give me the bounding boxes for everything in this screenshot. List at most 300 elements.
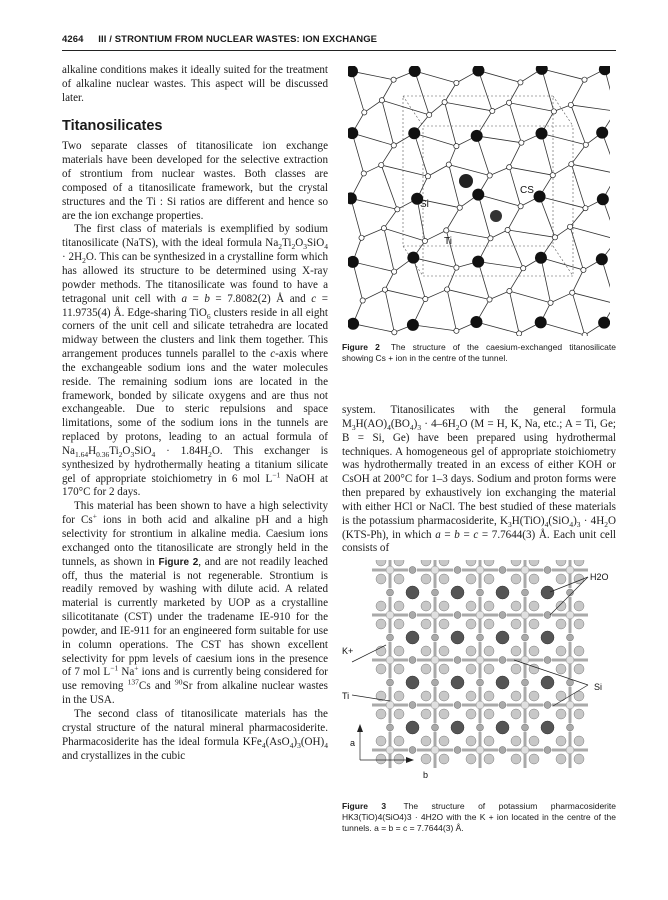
oxygen-atom xyxy=(379,98,384,103)
oxygen-atom xyxy=(444,228,449,233)
network-bond xyxy=(541,322,585,335)
network-bond xyxy=(352,71,394,79)
ti-atom xyxy=(556,601,566,611)
ti-atom xyxy=(574,664,584,674)
network-bond xyxy=(509,167,553,175)
network-bond xyxy=(385,290,394,333)
figure-3-label-h2o: H2O xyxy=(590,572,609,582)
k-ion xyxy=(451,676,464,689)
page-number: 4264 xyxy=(62,34,84,45)
k-ion xyxy=(541,721,554,734)
oxygen-atom xyxy=(568,102,573,107)
network-bond xyxy=(571,105,610,111)
network-bond xyxy=(381,145,394,165)
ti-atom xyxy=(574,736,584,746)
formula-actual: $_{1.64}H_{0.36}Ti_2O_3SiO_4 \cdot 1.84H_2O$. xyxy=(74,444,223,460)
network-bond xyxy=(572,270,583,293)
network-bond xyxy=(509,291,550,303)
ti-atom xyxy=(348,192,357,204)
si-atom xyxy=(454,702,461,709)
network-bond xyxy=(382,100,429,115)
network-bond xyxy=(447,268,456,290)
ti-atom xyxy=(421,691,431,701)
figure-2-caption xyxy=(342,342,616,364)
ti-atom xyxy=(535,316,547,328)
si-atom xyxy=(454,747,461,754)
oxygen-atom xyxy=(506,100,511,105)
ti-atom xyxy=(574,646,584,656)
ti-atom xyxy=(439,754,449,764)
network-bond xyxy=(446,230,490,238)
ti-atom xyxy=(439,709,449,719)
oxygen-atom xyxy=(521,746,529,754)
ti-atom xyxy=(466,646,476,656)
oxygen-atom xyxy=(446,162,451,167)
oxygen-atom xyxy=(457,205,462,210)
oxygen-atom xyxy=(423,296,428,301)
network-bond xyxy=(542,134,553,176)
oxygen-atom xyxy=(386,701,394,709)
network-bond xyxy=(509,268,523,291)
ti-atom xyxy=(511,736,521,746)
ti-atom xyxy=(598,317,610,329)
network-bond xyxy=(429,102,444,115)
figure-2-label-cs: CS xyxy=(520,185,534,196)
k-ion xyxy=(451,586,464,599)
network-bond xyxy=(509,167,520,206)
network-bond xyxy=(381,165,428,176)
ti-atom xyxy=(556,736,566,746)
si-atom xyxy=(477,724,484,731)
figure-2-label-ti: Ti xyxy=(444,236,452,247)
si-atom xyxy=(567,724,574,731)
ti-atom xyxy=(535,252,547,264)
unit-cell-outline xyxy=(423,126,573,276)
oxygen-atom xyxy=(476,566,484,574)
header-rule xyxy=(62,50,616,51)
network-bond xyxy=(490,291,510,299)
network-bond xyxy=(351,198,397,209)
ti-atom xyxy=(407,319,419,331)
ti-atom xyxy=(529,619,539,629)
ti-atom xyxy=(394,736,404,746)
network-bond xyxy=(508,206,521,230)
figure-3-label-si: Si xyxy=(594,682,603,692)
ti-atom xyxy=(484,664,494,674)
si-atom xyxy=(477,679,484,686)
ti-atom xyxy=(466,560,476,566)
ti-atom xyxy=(376,736,386,746)
k-ion xyxy=(406,721,419,734)
si-atom xyxy=(477,634,484,641)
oxygen-atom xyxy=(395,207,400,212)
si-atom xyxy=(522,724,529,731)
figure-3-label-ti: Ti xyxy=(342,691,350,701)
ti-atom xyxy=(597,193,609,205)
ti-atom xyxy=(574,709,584,719)
oxygen-atom xyxy=(517,331,522,336)
network-bond xyxy=(449,165,460,208)
network-bond xyxy=(602,133,610,174)
ti-atom xyxy=(599,66,610,75)
oxygen-atom xyxy=(582,332,587,336)
network-bond xyxy=(382,80,394,101)
network-bond xyxy=(509,82,520,102)
network-bond xyxy=(415,71,457,83)
oxygen-atom xyxy=(476,611,484,619)
k-ion xyxy=(496,586,509,599)
si-atom xyxy=(454,567,461,574)
ti-atom xyxy=(556,619,566,629)
ti-atom xyxy=(421,574,431,584)
ti-atom xyxy=(439,560,449,566)
network-bond xyxy=(478,195,520,207)
oxygen-atom xyxy=(431,611,439,619)
ti-atom xyxy=(529,574,539,584)
network-bond xyxy=(445,102,457,146)
oxygen-atom xyxy=(425,174,430,179)
ti-atom xyxy=(574,601,584,611)
oxygen-atom xyxy=(581,267,586,272)
ti-atom xyxy=(439,574,449,584)
k-ion xyxy=(541,631,554,644)
si-atom xyxy=(544,747,551,754)
running-title: III / STRONTIUM FROM NUCLEAR WASTES: ION EXCHANGE xyxy=(98,34,378,45)
si-atom xyxy=(544,612,551,619)
network-bond xyxy=(353,324,394,333)
network-bond xyxy=(381,165,397,209)
network-bond xyxy=(445,102,493,111)
ti-atom xyxy=(394,619,404,629)
paragraph-2: The first class of materials is exemplified by sodium titanosilicate (NaTS), with the ideal formula $Na_2Ti_2O_3SiO_4 \cdot 2H_2O$. This can be synthesized in a crystalline form which has allowed its structure to be determined using X-ray powder methods. The titanosilicate was found to have a tetragonal unit cell with a = b = 7.8082(2) Å and c = 11.9735(4) Å. Edge-sharing TiO$_6$ clusters reside in all eight corners of the unit cell and silicate tetrahedra are located midway between the clusters and link them together. This arrangement produces tunnels parallel to the c-axis where the exchangeable sodium ions and the water molecules reside. The remaining sodium ions are located in the framework, bonded by silicate oxygens and are thus not exchangeable. Due to steric repulsions and space limitations, some of the sodium ions in the tunnels are replaced by protons, leading to an actual formula of $Na_{1.64}H_{0.36}Ti_2O_3SiO_4 \cdot 1.84H_2O$. This exchanger is synthesized by hydrothermally heating a titanium silicate gel of appropriate stoichiometry in 6 mol $L^{-1}$ NaOH at 170°C for 2 days. xyxy=(62,223,329,499)
ti-atom xyxy=(529,709,539,719)
network-bond xyxy=(571,80,585,105)
oxygen-atom xyxy=(507,288,512,293)
oxygen-atom xyxy=(519,140,524,145)
ti-atom xyxy=(511,691,521,701)
si-atom xyxy=(522,679,529,686)
si-atom xyxy=(387,679,394,686)
oxygen-atom xyxy=(359,235,364,240)
network-bond xyxy=(352,133,394,145)
ti-atom xyxy=(484,691,494,701)
ti-atom xyxy=(536,66,548,75)
ti-atom xyxy=(394,601,404,611)
network-bond xyxy=(352,71,364,112)
ti-atom xyxy=(421,601,431,611)
ti-atom xyxy=(376,601,386,611)
ti-atom xyxy=(529,691,539,701)
oxygen-atom xyxy=(551,109,556,114)
ti-atom xyxy=(574,754,584,764)
network-bond xyxy=(477,136,490,176)
ti-atom xyxy=(471,130,483,142)
oxygen-atom xyxy=(566,566,574,574)
ti-atom xyxy=(394,709,404,719)
ti-atom xyxy=(472,66,484,77)
si-atom xyxy=(544,567,551,574)
network-bond xyxy=(571,164,585,208)
oxygen-atom xyxy=(552,235,557,240)
network-bond xyxy=(414,133,428,176)
ti-atom xyxy=(394,664,404,674)
figure-2-caption-label: Figure 2 xyxy=(342,342,380,352)
oxygen-atom xyxy=(431,746,439,754)
si-atom xyxy=(522,589,529,596)
network-bond xyxy=(447,289,456,330)
si-atom xyxy=(454,657,461,664)
oxygen-atom xyxy=(442,100,447,105)
network-bond xyxy=(382,100,394,145)
figure-2-caption-text: The structure of the caesium-exchanged titanosilicate showing Cs + ion in the centre of the tunnel. xyxy=(342,342,617,363)
si-atom xyxy=(432,634,439,641)
network-bond xyxy=(570,208,585,227)
ti-atom xyxy=(421,709,431,719)
network-bond xyxy=(476,322,519,333)
network-bond xyxy=(447,289,489,299)
oxygen-atom xyxy=(431,701,439,709)
oxygen-atom xyxy=(521,266,526,271)
ti-atom xyxy=(421,619,431,629)
ti-atom xyxy=(484,709,494,719)
section-heading: Titanosilicates xyxy=(62,117,163,134)
network-bond xyxy=(415,71,429,115)
ti-atom xyxy=(529,601,539,611)
oxygen-atom xyxy=(476,701,484,709)
ti-atom xyxy=(511,601,521,611)
left-column xyxy=(62,64,328,763)
network-bond xyxy=(446,208,459,231)
oxygen-atom xyxy=(583,142,588,147)
oxygen-atom xyxy=(566,611,574,619)
oxygen-atom xyxy=(454,144,459,149)
ti-atom xyxy=(466,574,476,584)
ti-atom xyxy=(596,127,608,139)
oxygen-atom xyxy=(476,656,484,664)
network-bond xyxy=(509,291,519,333)
figure-3-caption xyxy=(342,801,616,834)
oxygen-atom xyxy=(392,330,397,335)
paragraph-4: The second class of titanosilicate materials has the crystal structure of the natural mineral pharmacosiderite. Pharmacosiderite has the ideal formula $KFe_4(AsO_4)_3(OH)_4$ and crystallizes in the cubic xyxy=(62,707,328,762)
ti-atom xyxy=(439,664,449,674)
oxygen-atom xyxy=(568,224,573,229)
network-bond xyxy=(570,227,610,240)
ti-atom xyxy=(466,736,476,746)
ti-atom xyxy=(511,664,521,674)
k-ion xyxy=(496,676,509,689)
ti-atom xyxy=(556,709,566,719)
ti-atom xyxy=(348,66,358,77)
ti-atom xyxy=(394,691,404,701)
oxygen-atom xyxy=(582,77,587,82)
figure-3-caption-text: The structure of potassium pharmacosiderite HK3(TiO)4(SiO4)3 · 4H2O with the K + ion located in the centre of the tunnels. a = b = c = 7.7644(3) Å. xyxy=(342,801,616,833)
ti-atom xyxy=(484,754,494,764)
oxygen-atom xyxy=(454,265,459,270)
paragraph-3: This material has been shown to have a high selectivity for Cs+ ions in both acid and alkaline pH and a high selectivity for strontium in alkaline media. Caesium ions exchanged onto the titanosilicate are strongly held in the tunnels, as shown in Figure 2, and are not readily leached off, thus the material is not regenerable. Strontium is readily removed by washing with dilute acid. A related material is currently marketed by UOP as a crystalline silicotitanate (CST) under the tradename IE-910 for the powder, and IE-911 for an engineered form suitable for use in column operations. The CST has shown excellent selectivity for ppm levels of caesium ions in the presence of 7 mol $L^{-1}$ Na+ ions and is currently being considered for use removing $^{137}$Cs and $^{90}$Sr from alkaline nuclear wastes in the USA. xyxy=(62,500,329,707)
network-bond xyxy=(478,195,490,239)
network-bond xyxy=(449,146,457,164)
network-bond xyxy=(478,71,492,111)
network-bond xyxy=(542,69,585,80)
si-atom xyxy=(499,612,506,619)
ti-atom xyxy=(484,646,494,656)
ti-atom xyxy=(394,754,404,764)
ti-atom xyxy=(421,664,431,674)
network-bond xyxy=(542,134,586,145)
figure-3-image xyxy=(338,560,616,796)
network-bond xyxy=(353,262,394,272)
ti-atom xyxy=(511,574,521,584)
figure-3-caption-label: Figure 3 xyxy=(342,801,387,811)
k-ion xyxy=(451,721,464,734)
ti-atom xyxy=(466,691,476,701)
oxygen-atom xyxy=(386,566,394,574)
network-bond xyxy=(428,165,449,177)
k-ion xyxy=(541,676,554,689)
network-bond xyxy=(540,196,555,237)
ti-atom xyxy=(556,754,566,764)
si-atom xyxy=(432,679,439,686)
network-bond xyxy=(362,228,384,238)
oxygen-atom xyxy=(566,656,574,664)
si-atom xyxy=(409,702,416,709)
si-atom xyxy=(387,724,394,731)
si-atom xyxy=(409,612,416,619)
ti-atom xyxy=(348,318,359,330)
ti-atom xyxy=(470,316,482,328)
network-bond xyxy=(477,136,522,143)
oxygen-atom xyxy=(445,287,450,292)
network-bond xyxy=(385,290,425,299)
si-atom xyxy=(409,567,416,574)
ti-atom xyxy=(466,709,476,719)
network-bond xyxy=(508,230,524,268)
network-bond xyxy=(413,325,457,331)
k-ion xyxy=(541,586,554,599)
k-ion xyxy=(451,631,464,644)
oxygen-atom xyxy=(454,80,459,85)
oxygen-atom xyxy=(566,701,574,709)
formula-ideal: $_2Ti_2O_3SiO_4 \cdot 2H_2O$. xyxy=(62,237,328,266)
ti-atom xyxy=(472,189,484,201)
cs-ion xyxy=(459,174,473,188)
ti-atom xyxy=(376,619,386,629)
oxygen-atom xyxy=(454,328,459,333)
ti-atom xyxy=(529,560,539,566)
ti-atom xyxy=(439,736,449,746)
ti-atom xyxy=(421,754,431,764)
network-bond xyxy=(445,83,457,102)
oxygen-atom xyxy=(518,80,523,85)
oxygen-atom xyxy=(476,746,484,754)
oxygen-atom xyxy=(488,236,493,241)
ti-atom xyxy=(529,736,539,746)
ti-atom xyxy=(534,190,546,202)
si-atom xyxy=(387,634,394,641)
oxygen-atom xyxy=(487,173,492,178)
network-bond xyxy=(602,259,610,303)
network-bond xyxy=(553,164,572,175)
k-ion xyxy=(496,721,509,734)
figure-3-label-k: K+ xyxy=(342,646,354,656)
ti-atom xyxy=(484,736,494,746)
network-bond xyxy=(540,196,586,208)
ti-atom xyxy=(376,709,386,719)
ti-atom xyxy=(556,560,566,566)
si-atom xyxy=(499,567,506,574)
network-bond xyxy=(414,133,456,146)
oxygen-atom xyxy=(392,269,397,274)
ti-atom xyxy=(466,601,476,611)
ti-atom xyxy=(484,601,494,611)
ti-atom xyxy=(348,127,358,139)
oxygen-atom xyxy=(566,746,574,754)
network-bond xyxy=(509,103,521,143)
ti-atom xyxy=(439,619,449,629)
ti-atom xyxy=(348,256,359,268)
oxygen-atom xyxy=(361,171,366,176)
network-bond xyxy=(571,164,610,173)
si-atom xyxy=(544,702,551,709)
network-bond xyxy=(490,167,510,175)
unit-cell-edge xyxy=(553,246,573,276)
si-atom xyxy=(522,634,529,641)
k-ion xyxy=(406,586,419,599)
ti-atom xyxy=(596,253,608,265)
oxygen-atom xyxy=(386,611,394,619)
network-bond xyxy=(605,69,610,111)
ti-atom xyxy=(394,574,404,584)
network-bond xyxy=(413,258,456,268)
oxygen-atom xyxy=(521,566,529,574)
ti-atom xyxy=(407,252,419,264)
oxygen-atom xyxy=(391,77,396,82)
ti-atom xyxy=(511,754,521,764)
si-atom xyxy=(499,657,506,664)
network-bond xyxy=(478,71,520,83)
network-bond xyxy=(603,199,610,239)
figure-2-label-si: Si xyxy=(420,199,429,210)
oxygen-atom xyxy=(518,204,523,209)
si-atom xyxy=(477,589,484,596)
ti-atom xyxy=(408,127,420,139)
si-atom xyxy=(432,589,439,596)
si-atom xyxy=(409,747,416,754)
oxygen-atom xyxy=(570,290,575,295)
network-bond xyxy=(363,290,385,301)
k-ion xyxy=(406,676,419,689)
oxygen-atom xyxy=(583,206,588,211)
ti-atom xyxy=(511,709,521,719)
si-atom xyxy=(544,657,551,664)
network-bond xyxy=(541,258,551,303)
oxygen-atom xyxy=(422,238,427,243)
oxygen-atom xyxy=(386,656,394,664)
ti-atom xyxy=(484,574,494,584)
network-bond xyxy=(572,293,584,335)
oxygen-atom xyxy=(490,108,495,113)
ti-atom xyxy=(529,754,539,764)
right-column-text xyxy=(342,404,616,556)
ti-atom xyxy=(556,646,566,656)
oxygen-atom xyxy=(391,143,396,148)
ti-atom xyxy=(556,664,566,674)
ti-atom xyxy=(376,560,386,566)
figure-2-reference[interactable]: Figure 2 xyxy=(158,556,199,568)
network-bond xyxy=(352,133,364,173)
intro-paragraph: alkaline conditions makes it ideally suited for the treatment of alkaline nuclear wastes. This aspect will be discussed later. xyxy=(62,64,328,104)
network-bond xyxy=(508,230,555,237)
